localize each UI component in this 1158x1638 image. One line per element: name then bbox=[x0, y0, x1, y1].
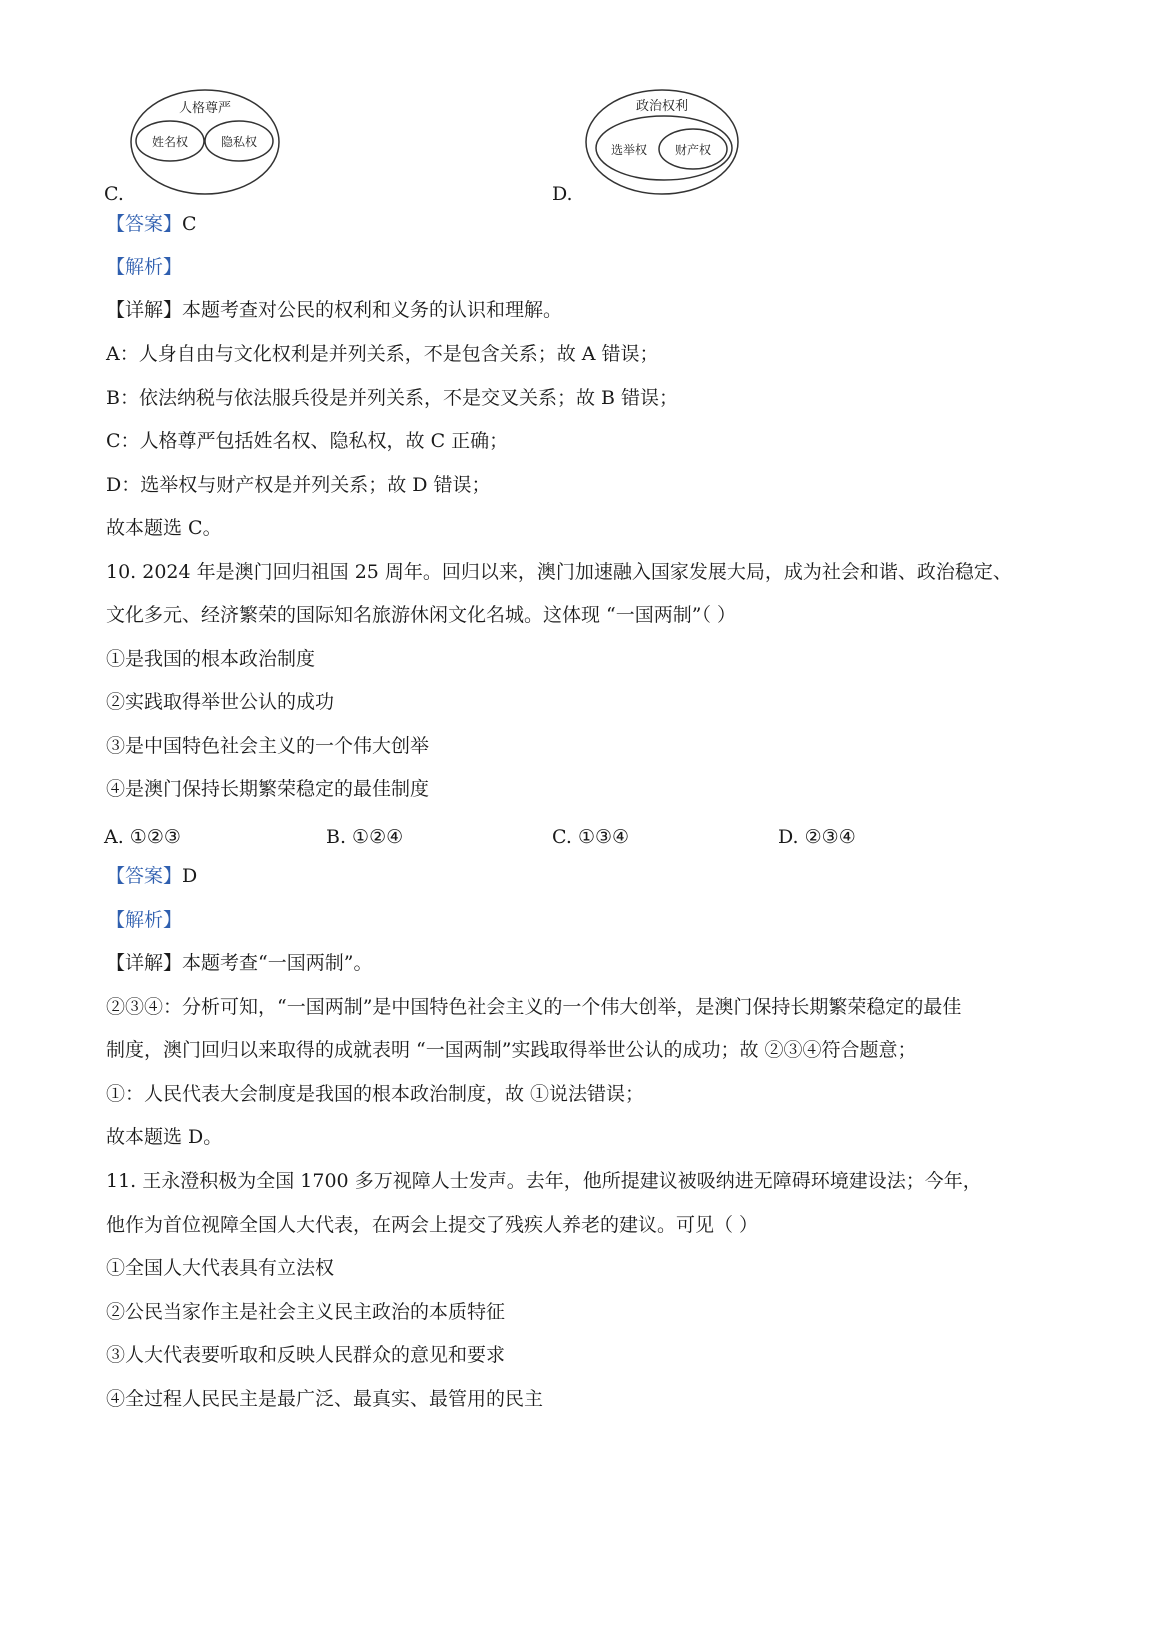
q10-detail-text: 本题考查“一国两制”。 bbox=[182, 952, 373, 974]
diagram-c bbox=[128, 86, 284, 198]
q10-option-d: D. ②③④ bbox=[778, 826, 856, 848]
q9-answer-tag: 【答案】 bbox=[106, 213, 183, 235]
q10-item-1: ①是我国的根本政治制度 bbox=[106, 648, 316, 670]
q11-item-1: ①全国人大代表具有立法权 bbox=[106, 1257, 335, 1279]
q11-stem-line2: 他作为首位视障全国人大代表，在两会上提交了残疾人养老的建议。可见（ ） bbox=[106, 1214, 759, 1236]
diagram-d-option-label: D. bbox=[552, 183, 573, 205]
q9-answer-value: C bbox=[182, 213, 197, 235]
q11-item-3: ③人大代表要听取和反映人民群众的意见和要求 bbox=[106, 1344, 506, 1366]
q10-explain-line1: ②③④：分析可知，“一国两制”是中国特色社会主义的一个伟大创举，是澳门保持长期繁荣稳定的最佳 bbox=[106, 996, 962, 1018]
q9-answer bbox=[106, 212, 197, 236]
q11-item-4: ④全过程人民民主是最广泛、最真实、最管用的民主 bbox=[106, 1388, 544, 1410]
q10-item-4: ④是澳门保持长期繁荣稳定的最佳制度 bbox=[106, 778, 430, 800]
q10-conclusion: 故本题选 D。 bbox=[106, 1126, 223, 1148]
q10-stem-line1: 10. 2024 年是澳门回归祖国 25 周年。回归以来，澳门加速融入国家发展大局，成为社会和谐、政治稳定、 bbox=[106, 561, 1012, 583]
diagram-d-inner-label: 财产权 bbox=[674, 143, 712, 157]
q9-line-b: B：依法纳税与依法服兵役是并列关系，不是交叉关系；故 B 错误； bbox=[106, 387, 679, 409]
q10-answer-tag: 【答案】 bbox=[106, 865, 183, 887]
q10-item-3: ③是中国特色社会主义的一个伟大创举 bbox=[106, 735, 430, 757]
q9-line-d: D：选举权与财产权是并列关系；故 D 错误； bbox=[106, 474, 491, 496]
q9-detail bbox=[106, 298, 562, 322]
q10-option-b: B. ①②④ bbox=[326, 826, 404, 848]
q10-item-2: ②实践取得举世公认的成功 bbox=[106, 691, 335, 713]
q10-answer bbox=[106, 864, 197, 888]
diagram-c-left-label: 姓名权 bbox=[151, 135, 189, 149]
diagram-d-middle-label: 选举权 bbox=[610, 143, 648, 157]
diagram-c-outer-label: 人格尊严 bbox=[178, 101, 232, 116]
q10-detail bbox=[106, 951, 372, 975]
q10-detail-tag: 【详解】 bbox=[106, 952, 183, 974]
diagram-d-outer-label: 政治权利 bbox=[635, 99, 689, 114]
q9-detail-tag: 【详解】 bbox=[106, 299, 183, 321]
q10-explain-line2: 制度，澳门回归以来取得的成就表明 “一国两制”实践取得举世公认的成功；故 ②③④符合题意； bbox=[106, 1039, 917, 1061]
q9-line-a: A：人身自由与文化权利是并列关系，不是包含关系；故 A 错误； bbox=[106, 343, 659, 365]
q9-line-c: C：人格尊严包括姓名权、隐私权，故 C 正确； bbox=[106, 430, 509, 452]
q11-stem-line1: 11. 王永澄积极为全国 1700 多万视障人士发声。去年，他所提建议被吸纳进无障碍环境建设法；今年， bbox=[106, 1170, 982, 1192]
q10-stem-line2: 文化多元、经济繁荣的国际知名旅游休闲文化名城。这体现 “一国两制”（ ） bbox=[106, 604, 737, 626]
q11-item-2: ②公民当家作主是社会主义民主政治的本质特征 bbox=[106, 1301, 506, 1323]
q9-detail-text: 本题考查对公民的权利和义务的认识和理解。 bbox=[182, 299, 563, 321]
diagram-d bbox=[582, 86, 742, 198]
diagram-c-option-label: C. bbox=[104, 183, 124, 205]
q9-conclusion: 故本题选 C。 bbox=[106, 517, 222, 539]
q10-option-a: A. ①②③ bbox=[104, 826, 181, 848]
q10-answer-value: D bbox=[182, 865, 198, 887]
q10-analysis-tag: 【解析】 bbox=[106, 909, 183, 931]
diagram-c-right-label: 隐私权 bbox=[220, 135, 258, 149]
q10-explain-line3: ①：人民代表大会制度是我国的根本政治制度，故 ①说法错误； bbox=[106, 1083, 645, 1105]
q9-analysis-tag: 【解析】 bbox=[106, 256, 183, 278]
q10-option-c: C. ①③④ bbox=[552, 826, 630, 848]
